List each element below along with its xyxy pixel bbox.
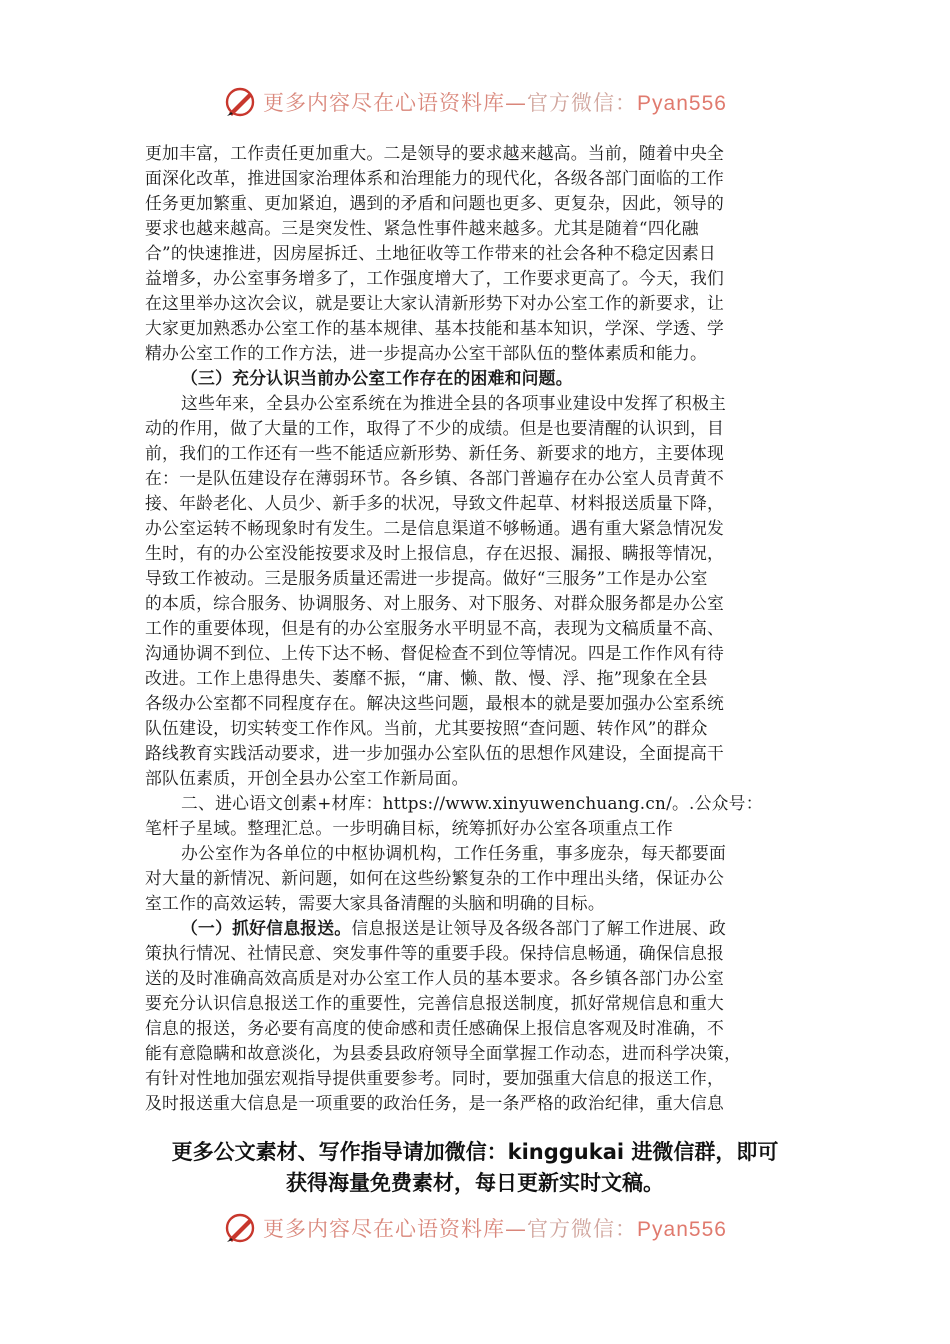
document-body <box>145 141 813 1116</box>
text-line: 队伍建设，切实转变工作作风。当前，尤其要按照“查问题、转作风”的群众 <box>145 718 708 738</box>
text-line: 笔杆子星域。整理汇总。一步明确目标，统筹抓好办公室各项重点工作 <box>145 818 673 838</box>
text-line: 在：一是队伍建设存在薄弱环节。各乡镇、各部门普遍存在办公室人员青黄不 <box>145 468 725 488</box>
text-line: 动的作用，做了大量的工作，取得了不少的成绩。但是也要清醒的认识到，目 <box>145 418 725 438</box>
footer-banner <box>0 1208 950 1248</box>
bold-lead: （一）抓好信息报送。 <box>181 918 352 938</box>
pen-logo-icon <box>223 85 257 119</box>
text-line: 要充分认识信息报送工作的重要性，完善信息报送制度，抓好常规信息和重大 <box>145 993 725 1013</box>
text-line: 益增多，办公室事务增多了，工作强度增大了，工作要求更高了。今天，我们 <box>145 268 725 288</box>
text-line: 及时报送重大信息是一项重要的政治任务，是一条严格的政治纪律，重大信息 <box>145 1093 725 1113</box>
text-line: 路线教育实践活动要求，进一步加强办公室队伍的思想作风建设，全面提高干 <box>145 743 725 763</box>
text-line: 的本质，综合服务、协调服务、对上服务、对下服务、对群众服务都是办公室 <box>145 593 725 613</box>
text-line: 有针对性地加强宏观指导提供重要参考。同时，要加强重大信息的报送工作， <box>145 1068 725 1088</box>
footer-note <box>0 1137 950 1199</box>
text-line: 在这里举办这次会议，就是要让大家认清新形势下对办公室工作的新要求，让 <box>145 293 725 313</box>
text-line: 办公室运转不畅现象时有发生。二是信息渠道不够畅通。遇有重大紧急情况发 <box>145 518 725 538</box>
text-line: 办公室作为各单位的中枢协调机构，工作任务重，事多庞杂，每天都要面 <box>181 843 727 863</box>
text-line: 对大量的新情况、新问题，如何在这些纷繁复杂的工作中理出头绪，保证办公 <box>145 868 725 888</box>
text-line: 更加丰富，工作责任更加重大。二是领导的要求越来越高。当前，随着中央全 <box>145 143 725 163</box>
text-line: 改进。工作上患得患失、萎靡不振，“庸、懒、散、慢、浮、拖”现象在全县 <box>145 668 708 688</box>
text-line: 任务更加繁重、更加紧迫，遇到的矛盾和问题也更多、更复杂，因此，领导的 <box>145 193 725 213</box>
text-line: 生时，有的办公室没能按要求及时上报信息，存在迟报、漏报、瞒报等情况， <box>145 543 725 563</box>
footer-note-line: 更多公文素材、写作指导请加微信：kinggukai 进微信群，即可 <box>171 1140 779 1164</box>
text-line: 部队伍素质，开创全县办公室工作新局面。 <box>145 768 469 788</box>
text-line: 室工作的高效运转，需要大家具备清醒的头脑和明确的目标。 <box>145 893 605 913</box>
pen-logo-icon <box>223 1211 257 1245</box>
text-line: 面深化改革，推进国家治理体系和治理能力的现代化，各级各部门面临的工作 <box>145 168 725 188</box>
text-line: 大家更加熟悉办公室工作的基本规律、基本技能和基本知识，学深、学透、学 <box>145 318 725 338</box>
footer-note-line: 获得海量免费素材，每日更新实时文稿。 <box>286 1171 664 1195</box>
text-line: 合”的快速推进，因房屋拆迁、土地征收等工作带来的社会各种不稳定因素日 <box>145 243 716 263</box>
text-line: 接、年龄老化、人员少、新手多的状况，导致文件起草、材料报送质量下降， <box>145 493 725 513</box>
text-line: 精办公室工作的工作方法，进一步提高办公室干部队伍的整体素质和能力。 <box>145 343 708 363</box>
text-line: 要求也越来越高。三是突发性、紧急性事件越来越多。尤其是随着“四化融 <box>145 218 699 238</box>
text-line: 送的及时准确高效高质是对办公室工作人员的基本要求。各乡镇各部门办公室 <box>145 968 725 988</box>
text-line: 各级办公室都不同程度存在。解决这些问题，最根本的就是要加强办公室系统 <box>145 693 725 713</box>
text-line: （一）抓好信息报送。信息报送是让领导及各级各部门了解工作进展、政 <box>181 918 727 938</box>
section-heading: （三）充分认识当前办公室工作存在的困难和问题。 <box>181 368 573 388</box>
text-line: 前，我们的工作还有一些不能适应新形势、新任务、新要求的地方，主要体现 <box>145 443 725 463</box>
header-banner <box>0 82 950 122</box>
text-line: 信息的报送，务必要有高度的使命感和责任感确保上报信息客观及时准确，不 <box>145 1018 725 1038</box>
text-line: 工作的重要体现，但是有的办公室服务水平明显不高，表现为文稿质量不高、 <box>145 618 725 638</box>
section-heading-2: 二、进心语文创素+材库：https://www.xinyuwenchuang.cn/。.公众号： <box>181 793 763 813</box>
text-line: 沟通协调不到位、上传下达不畅、督促检查不到位等情况。四是工作作风有待 <box>145 643 725 663</box>
text-line: 能有意隐瞒和故意淡化，为县委县政府领导全面掌握工作动态，进而科学决策， <box>145 1043 742 1063</box>
banner-text: 更多内容尽在心语资料库—官方微信：Pyan556 <box>263 91 727 115</box>
text-line: 策执行情况、社情民意、突发事件等的重要手段。保持信息畅通，确保信息报 <box>145 943 725 963</box>
text-line: 导致工作被动。三是服务质量还需进一步提高。做好“三服务”工作是办公室 <box>145 568 708 588</box>
banner-text: 更多内容尽在心语资料库—官方微信：Pyan556 <box>263 1217 727 1241</box>
text-line: 这些年来，全县办公室系统在为推进全县的各项事业建设中发挥了积极主 <box>181 393 727 413</box>
